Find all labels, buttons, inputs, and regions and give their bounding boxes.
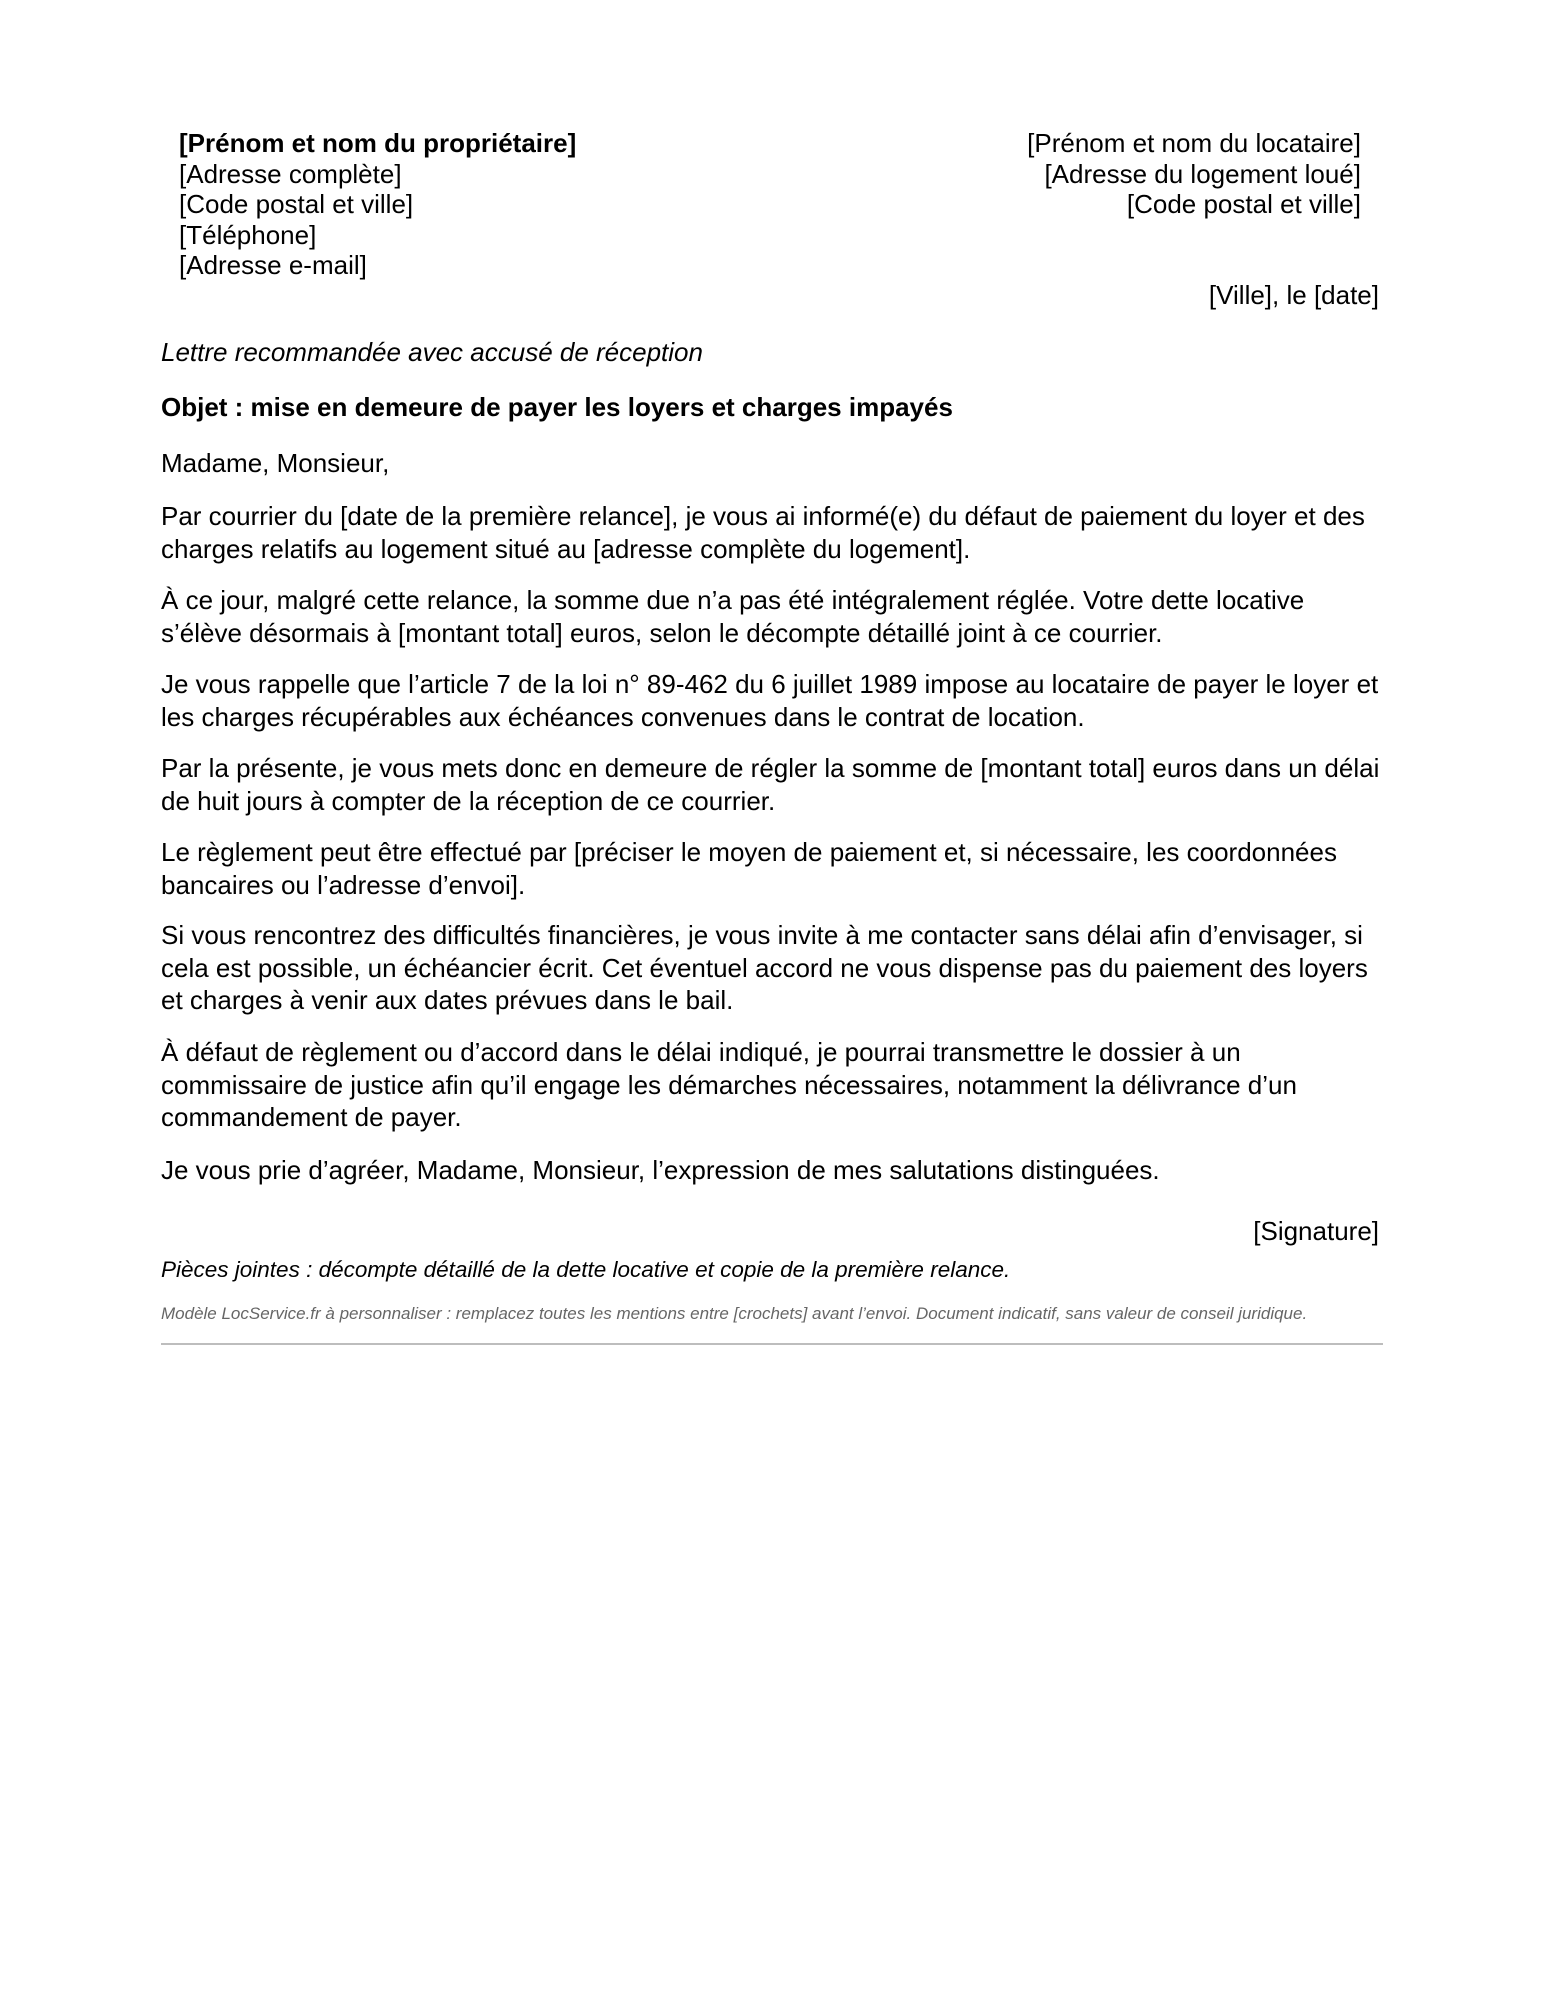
template-disclaimer: Modèle LocService.fr à personnaliser : remplacez toutes les mentions entre [crochets] avant l’envoi. Document indicatif, sans valeur de conseil juridique. (161, 1304, 1308, 1323)
sender-name: [Prénom et nom du propriétaire] (179, 128, 577, 158)
recipient-block (661, 128, 1361, 220)
body-paragraph: Par courrier du [date de la première relance], je vous ai informé(e) du défaut de paiement du loyer et des charges relatifs au logement situé au [adresse complète du logement]. (161, 501, 1365, 564)
body-paragraph: Je vous rappelle que l’article 7 de la loi n° 89-462 du 6 juillet 1989 impose au locataire de payer le loyer et les charges récupérables aux échéances convenues dans le contrat de location. (161, 669, 1379, 732)
sender-address: [Adresse complète] (179, 158, 402, 189)
sender-postal-city: [Code postal et ville] (179, 189, 414, 219)
recipient-postal-city: [Code postal et ville] (1126, 189, 1361, 219)
salutation: Madame, Monsieur, (161, 448, 390, 478)
signature-placeholder: [Signature] (1253, 1216, 1379, 1246)
recipient-name: [Prénom et nom du locataire] (1027, 128, 1361, 158)
recipient-address: [Adresse du logement loué] (1044, 158, 1361, 189)
body-paragraph: À ce jour, malgré cette relance, la somme due n’a pas été intégralement réglée. Votre dette locative s’élève désormais à [montant total] euros, selon le décompte détaillé joint à ce courrier. (161, 585, 1305, 648)
body-paragraph: À défaut de règlement ou d’accord dans le délai indiqué, je pourrai transmettre le dossier à un commissaire de justice afin qu’il engage les démarches nécessaires, notamment la délivrance d’un commandement de payer. (161, 1037, 1297, 1132)
sender-email: [Adresse e-mail] (179, 250, 367, 280)
body-paragraph: Si vous rencontrez des difficultés financières, je vous invite à me contacter sans délai afin d’envisager, si cela est possible, un échéancier écrit. Cet éventuel accord ne vous dispense pas du paiement des loyers et charges à venir aux dates prévues dans le bail. (161, 920, 1368, 1015)
attachments-note: Pièces jointes : décompte détaillé de la dette locative et copie de la première relance. (161, 1257, 1011, 1282)
body-paragraph: Par la présente, je vous mets donc en demeure de régler la somme de [montant total] euros dans un délai de huit jours à compter de la réception de ce courrier. (161, 753, 1380, 816)
registered-mail-note: Lettre recommandée avec accusé de réception (161, 337, 703, 367)
footer-divider (161, 1343, 1383, 1345)
letter-subject: Objet : mise en demeure de payer les loyers et charges impayés (161, 392, 953, 422)
sender-phone: [Téléphone] (179, 219, 317, 250)
body-paragraph: Le règlement peut être effectué par [préciser le moyen de paiement et, si nécessaire, les coordonnées bancaires ou l’adresse d’envoi]. (161, 837, 1337, 900)
place-date: [Ville], le [date] (1208, 280, 1379, 310)
closing-formula: Je vous prie d’agréer, Madame, Monsieur, l’expression de mes salutations distinguées. (161, 1155, 1160, 1185)
